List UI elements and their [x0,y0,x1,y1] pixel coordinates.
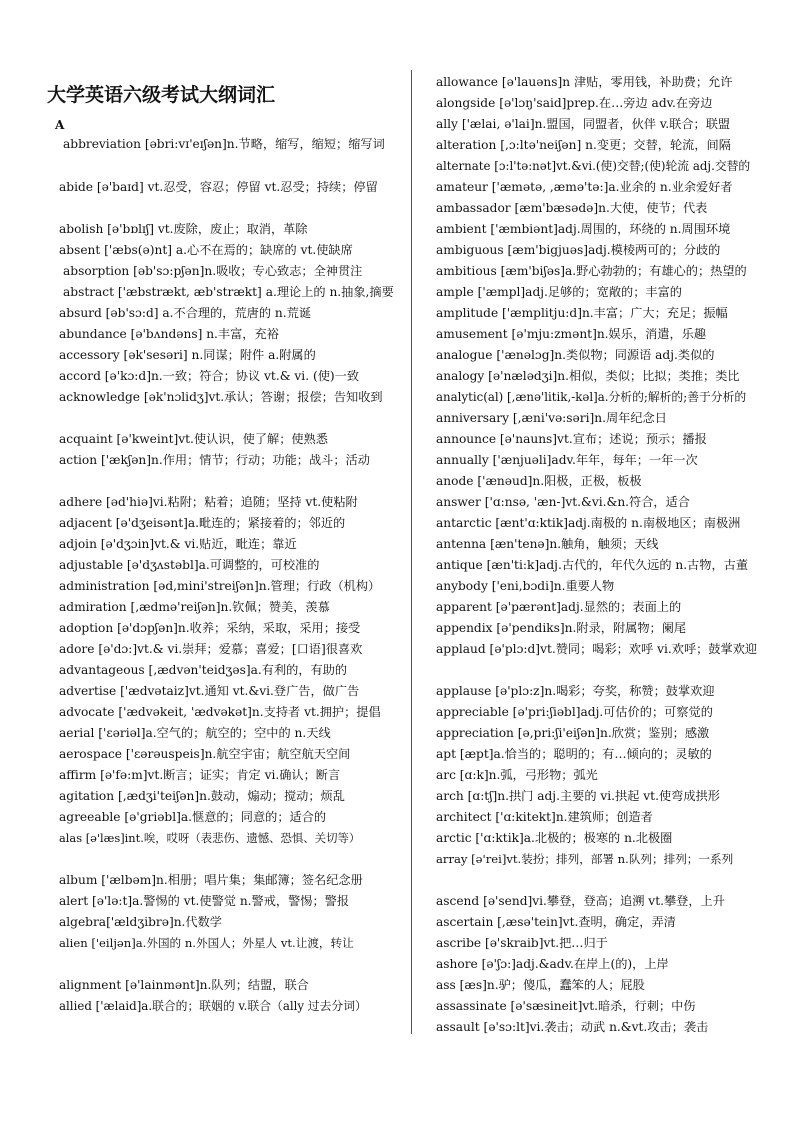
vocab-entry: administration [əd,mini'streiʃən]n.管理；行政（机构） [59,579,381,593]
vocab-entry: arch [ɑ:tʃ]n.拱门 adj.主要的 vi.拱起 vt.使弯成拱形 [436,789,720,803]
vocab-entry: ample ['æmpl]adj.足够的；宽敞的；丰富的 [436,285,682,299]
vocab-entry: analogy [ə'nælədʒi]n.相似，类似；比拟；类推；类比 [436,369,740,383]
vocab-entry: amusement [ə'mju:zmənt]n.娱乐，消遣，乐趣 [436,327,707,341]
vocab-entry: ass [æs]n.驴；傻瓜，蠢笨的人；屁股 [436,978,645,992]
vocab-entry: ambassador [æm'bæsədə]n.大使，使节；代表 [436,201,708,215]
vocab-entry: arc [ɑ:k]n.弧，弓形物；弧光 [436,768,598,782]
vocab-entry: aerospace ['ɛərəuspeis]n.航空宇宙；航空航天空间 [59,747,351,761]
vocab-entry: array [ə'rei]vt.装扮；排列，部署 n.队列；排列；一系列 [436,852,734,866]
vocab-entry: agreeable [ə'griəbl]a.惬意的；同意的；适合的 [59,810,327,824]
vocab-entry: anode ['ænəud]n.阳极，正极，板极 [436,474,642,488]
vocab-entry: accord [ə'kɔ:d]n.一致；符合；协议 vt.& vi. (使)一致 [59,369,360,383]
vocab-entry: adjustable [ə'dʒʌstəbl]a.可调整的，可校准的 [59,558,320,572]
vocab-entry: advantageous [,ædvən'teidʒəs]a.有利的，有助的 [59,663,348,677]
vocab-entry: architect ['ɑ:kitekt]n.建筑师；创造者 [436,810,653,824]
vocab-entry: apparent [ə'pærənt]adj.显然的；表面上的 [436,600,682,614]
vocab-entry: anybody ['eni,bɔdi]n.重要人物 [436,579,615,593]
vocab-entry: alert [ə'lə:t]a.警惕的 vt.使警觉 n.警戒，警惕；警报 [59,894,350,908]
vocab-entry: appendix [ə'pendiks]n.附录，附属物；阑尾 [436,621,687,635]
vocab-entry: ascertain [,æsə'tein]vt.查明，确定，弄清 [436,915,676,929]
vocab-entry: allied ['ælaid]a.联合的；联姻的 v.联合（ally 过去分词） [59,999,367,1013]
vocab-entry: affirm [ə'fə:m]vt.断言；证实；肯定 vi.确认；断言 [59,768,341,782]
vocab-entry: admiration [,ædmə'reiʃən]n.钦佩；赞美，羡慕 [59,600,330,614]
vocab-entry: algebra['ældʒibrə]n.代数学 [59,915,222,929]
vocab-entry: accessory [ək'sesəri] n.同谋；附件 a.附属的 [59,348,316,362]
section-letter: A [55,118,65,132]
vocab-entry: ashore [ə'ʃɔ:]adj.&adv.在岸上(的)，上岸 [436,957,669,971]
vocab-entry: amplitude ['æmplitju:d]n.丰富；广大；充足；振幅 [436,306,728,320]
vocab-entry: anniversary [,æni'və:səri]n.周年纪念日 [436,411,667,425]
vocab-entry: ally ['ælai, ə'lai]n.盟国，同盟者，伙伴 v.联合；联盟 [436,117,731,131]
vocab-entry: ambiguous [æm'bigjuəs]adj.模棱两可的；分歧的 [436,243,721,257]
vocab-entry: assault [ə'sɔ:lt]vi.袭击；动武 n.&vt.攻击；袭击 [436,1020,709,1034]
vocab-entry: aerial ['ɛəriəl]a.空气的；航空的；空中的 n.天线 [59,726,331,740]
vocab-entry: applause [ə'plɔ:z]n.喝彩；夸奖，称赞；鼓掌欢迎 [436,684,715,698]
vocab-entry: appreciation [ə,pri:ʃi'eiʃən]n.欣赏；鉴别；感激 [436,726,710,740]
document-title: 大学英语六级考试大纲词汇 [47,84,276,106]
vocab-entry: adjacent [ə'dʒeisənt]a.毗连的；紧接着的；邻近的 [59,516,346,530]
vocab-entry: antique [æn'ti:k]adj.古代的，年代久远的 n.古物，古董 [436,558,749,572]
vocab-entry: announce [ə'nauns]vt.宣布；述说；预示；播报 [436,432,707,446]
vocab-entry: amateur ['æmətə, ,æmə'tə:]a.业余的 n.业余爱好者 [436,180,733,194]
vocab-entry: allowance [ə'lauəns]n 津贴，零用钱，补助费；允许 [436,75,733,89]
vocab-entry: abundance [ə'bʌndəns] n.丰富，充裕 [59,327,279,341]
vocab-entry: abstract ['æbstrækt, æb'strækt] a.理论上的 n.抽象,摘要 [63,285,394,299]
vocab-entry: alas [ə'læs]int.唉，哎呀（表悲伤、遗憾、恐惧、关切等） [59,831,361,845]
vocab-entry: antenna [æn'tenə]n.触角，触须；天线 [436,537,659,551]
vocab-entry: apt [æpt]a.恰当的；聪明的；有…倾向的；灵敏的 [436,747,712,761]
vocab-entry: alongside [ə'lɔŋ'said]prep.在…旁边 adv.在旁边 [436,96,713,110]
vocab-entry: alignment [ə'lainmənt]n.队列；结盟，联合 [59,978,309,992]
vocab-entry: agitation [,ædʒi'teiʃən]n.鼓动，煽动；搅动；烦乱 [59,789,345,803]
vocab-entry: ambient ['æmbiənt]adj.周围的，环绕的 n.周围环境 [436,222,731,236]
vocab-entry-text: abide [ə'baɪd] vt.忍受，容忍；停留 vt.忍受；持续；停留 [59,180,378,194]
vocab-entry: adore [ə'dɔ:]vt.& vi.崇拜；爱慕；喜爱；[口语]很喜欢 [59,642,363,656]
vocab-entry: adoption [ə'dɔpʃən]n.收养；采纳，采取，采用；接受 [59,621,361,635]
vocab-entry: alien ['eiljən]a.外国的 n.外国人；外星人 vt.让渡，转让 [59,936,354,950]
vocab-entry: ambitious [æm'biʃəs]a.野心勃勃的；有雄心的；热望的 [436,264,747,278]
vocab-entry: adhere [əd'hiə]vi.粘附；粘着；追随；坚持 vt.使粘附 [59,495,358,509]
vocab-entry: abbreviation [əbri:vɪ'eɪʃən]n.节略，缩写，缩短；缩写词 [63,137,385,151]
vocab-entry: applaud [ə'plɔ:d]vt.赞同；喝彩；欢呼 vi.欢呼；鼓掌欢迎 [436,642,758,656]
vocab-entry: absurd [əb'sɔ:d] a.不合理的，荒唐的 n.荒诞 [59,306,312,320]
vocab-entry: action ['ækʃən]n.作用；情节；行动；功能；战斗；活动 [59,453,370,467]
vocab-entry: antarctic [ænt'ɑ:ktik]adj.南极的 n.南极地区；南极洲 [436,516,741,530]
vocab-entry: appreciable [ə'pri:ʃiəbl]adj.可估价的；可察觉的 [436,705,713,719]
vocab-entry: ascribe [ə'skraib]vt.把…归于 [436,936,608,950]
vocab-entry: acquaint [ə'kweint]vt.使认识，使了解；使熟悉 [59,432,328,446]
vocab-entry: annually ['ænjuəli]adv.年年，每年；一年一次 [436,453,698,467]
vocab-entry: absorption [əb'sɔ:pʃən]n.吸收；专心致志；全神贯注 [63,264,363,278]
vocab-entry: arctic ['ɑ:ktik]a.北极的；极寒的 n.北极圈 [436,831,673,845]
vocab-entry: alternate [ɔ:l'tə:nət]vt.&vi.(使)交替;(使)轮流 adj.交替的 [436,159,751,173]
vocab-entry: adjoin [ə'dʒɔin]vt.& vi.贴近，毗连；靠近 [59,537,297,551]
vocab-entry: absent ['æbs(ə)nt] a.心不在焉的；缺席的 vt.使缺席 [59,243,353,257]
vocab-entry: answer ['ɑ:nsə, 'æn-]vt.&vi.&n.符合，适合 [436,495,690,509]
vocab-entry: assassinate [ə'sæsineit]vt.暗杀，行刺；中伤 [436,999,696,1013]
vocab-entry: advocate ['ædvəkeit, 'ædvəkət]n.支持者 vt.拥护；提倡 [59,705,381,719]
vocab-entry: acknowledge [ək'nɔlidʒ]vt.承认；答谢；报偿；告知收到 [59,390,383,404]
vocab-entry: ascend [ə'send]vi.攀登，登高；追溯 vt.攀登，上升 [436,894,725,908]
vocab-entry: alteration [,ɔ:ltə'neiʃən] n.变更；交替，轮流，间隔 [436,138,731,152]
vocab-entry: advertise ['ædvətaiz]vt.通知 vt.&vi.登广告，做广告 [59,684,360,698]
vocab-entry: analogue ['ænəlɔg]n.类似物；同源语 adj.类似的 [436,348,715,362]
vocab-entry: album ['ælbəm]n.相册；唱片集；集邮簿；签名纪念册 [59,873,363,887]
vocab-entry: analytic(al) [,ænə'litik,-kəl]a.分析的;解析的;善于分析的 [436,390,747,404]
vocab-entry: abolish [ə'bɒlɪʃ] vt.废除，废止；取消，革除 [59,222,308,236]
vocab-entry [59,177,409,198]
